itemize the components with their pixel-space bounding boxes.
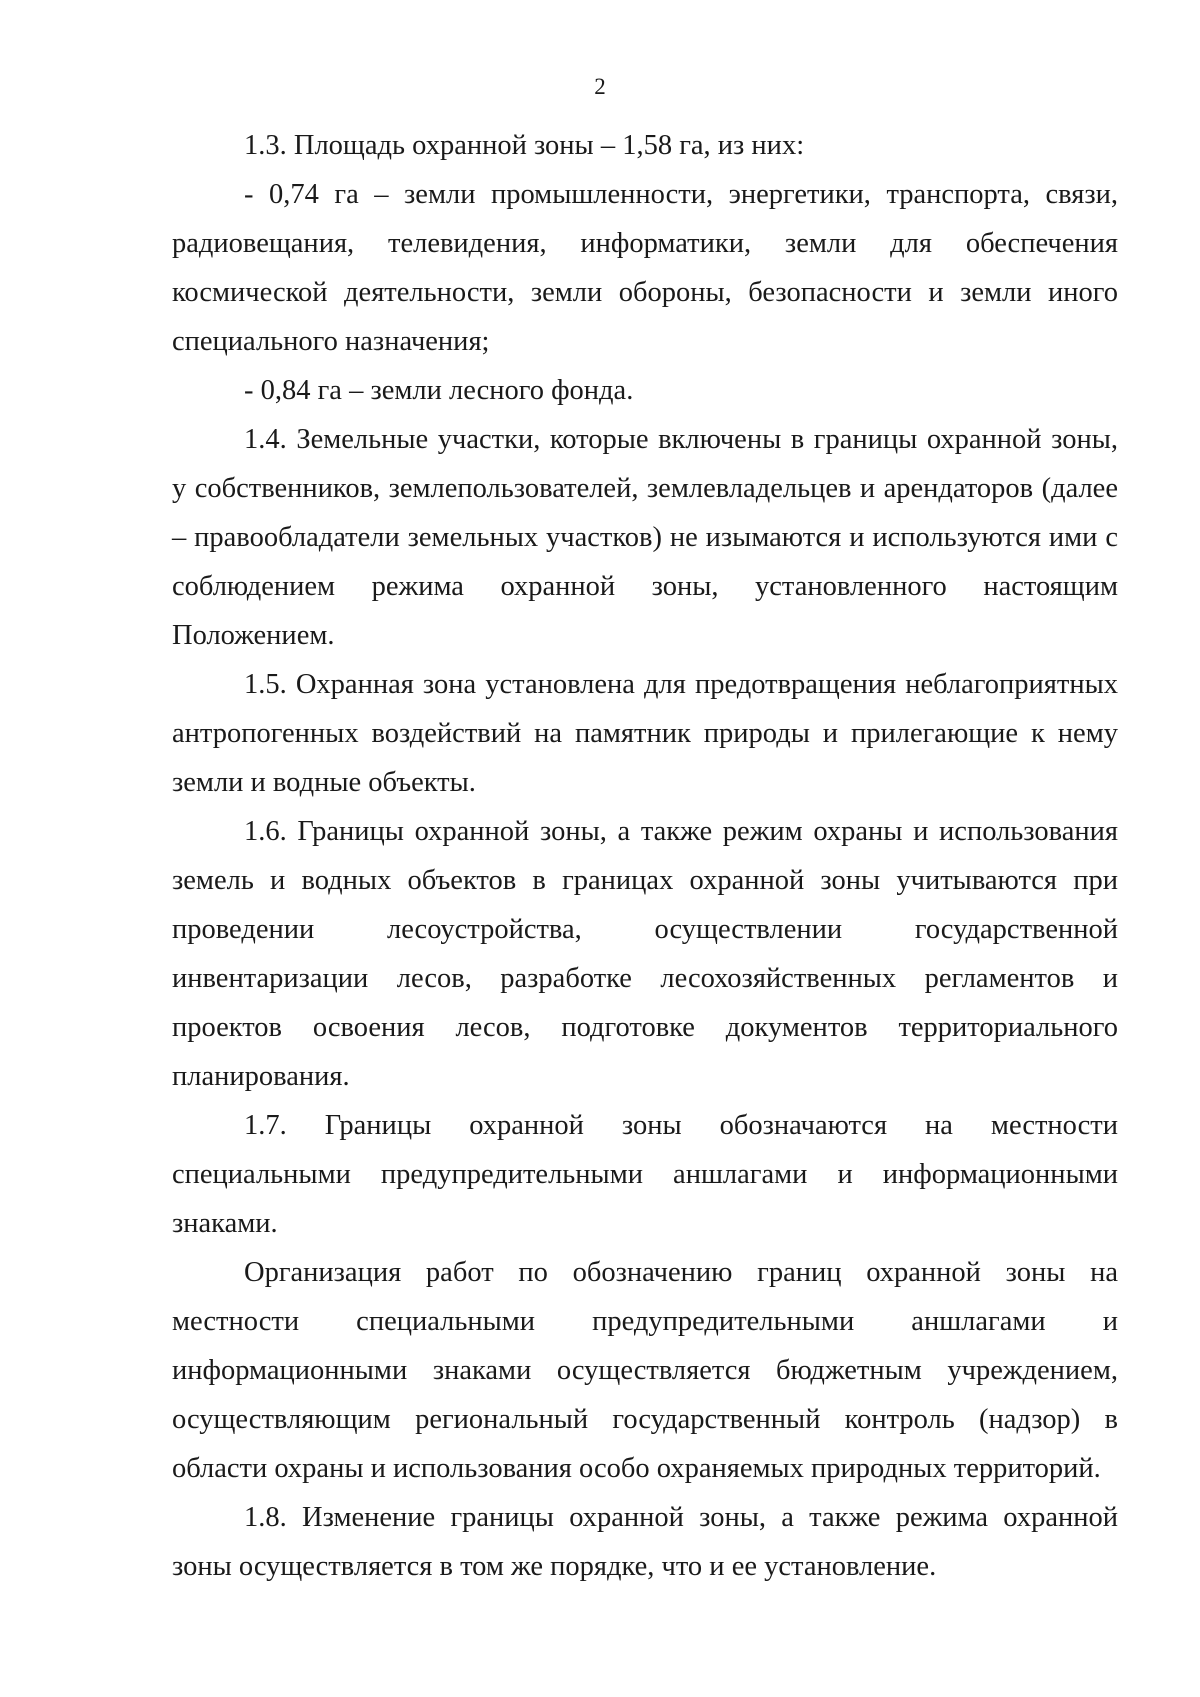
paragraph-1-6: 1.6. Границы охранной зоны, а также режим охраны и использования земель и водных объектов в границах охранной зоны учитываются при проведении лесоустройства, осуществлении государственной инвентаризации лесов, разработке лесохозяйственных регламентов и проектов освоения лесов, подготовке документов территориального планирования. [172, 816, 1118, 1092]
paragraph-forest-lands: - 0,84 га – земли лесного фонда. [244, 375, 634, 406]
paragraph-1-8: 1.8. Изменение границы охранной зоны, а также режима охранной зоны осуществляется в том же порядке, что и ее установление. [172, 1502, 1118, 1582]
paragraph-organization: Организация работ по обозначению границ охранной зоны на местности специальными предупредительными аншлагами и информационными знаками осуществляется бюджетным учреждением, осуществляющим региональный государственный контроль (надзор) в области охраны и использования особо охраняемых природных территорий. [172, 1257, 1118, 1484]
paragraph-1-7: 1.7. Границы охранной зоны обозначаются на местности специальными предупредительными аншлагами и информационными знаками. [172, 1110, 1118, 1239]
page-number: 2 [594, 74, 606, 99]
paragraph-1-4: 1.4. Земельные участки, которые включены в границы охранной зоны, у собственников, землепользователей, землевладельцев и арендаторов (далее – правообладатели земельных участков) не изымаются и используются ими с соблюдением режима охранной зоны, установленного настоящим Положением. [172, 424, 1118, 651]
document-body [172, 121, 1118, 1591]
paragraph-industrial-lands: - 0,74 га – земли промышленности, энергетики, транспорта, связи, радиовещания, телевидения, информатики, земли для обеспечения космической деятельности, земли обороны, безопасности и земли иного специального назначения; [172, 179, 1118, 357]
paragraph-1-5: 1.5. Охранная зона установлена для предотвращения неблагоприятных антропогенных воздействий на памятник природы и прилегающие к нему земли и водные объекты. [172, 669, 1118, 798]
paragraph-1-3: 1.3. Площадь охранной зоны – 1,58 га, из них: [244, 130, 805, 161]
